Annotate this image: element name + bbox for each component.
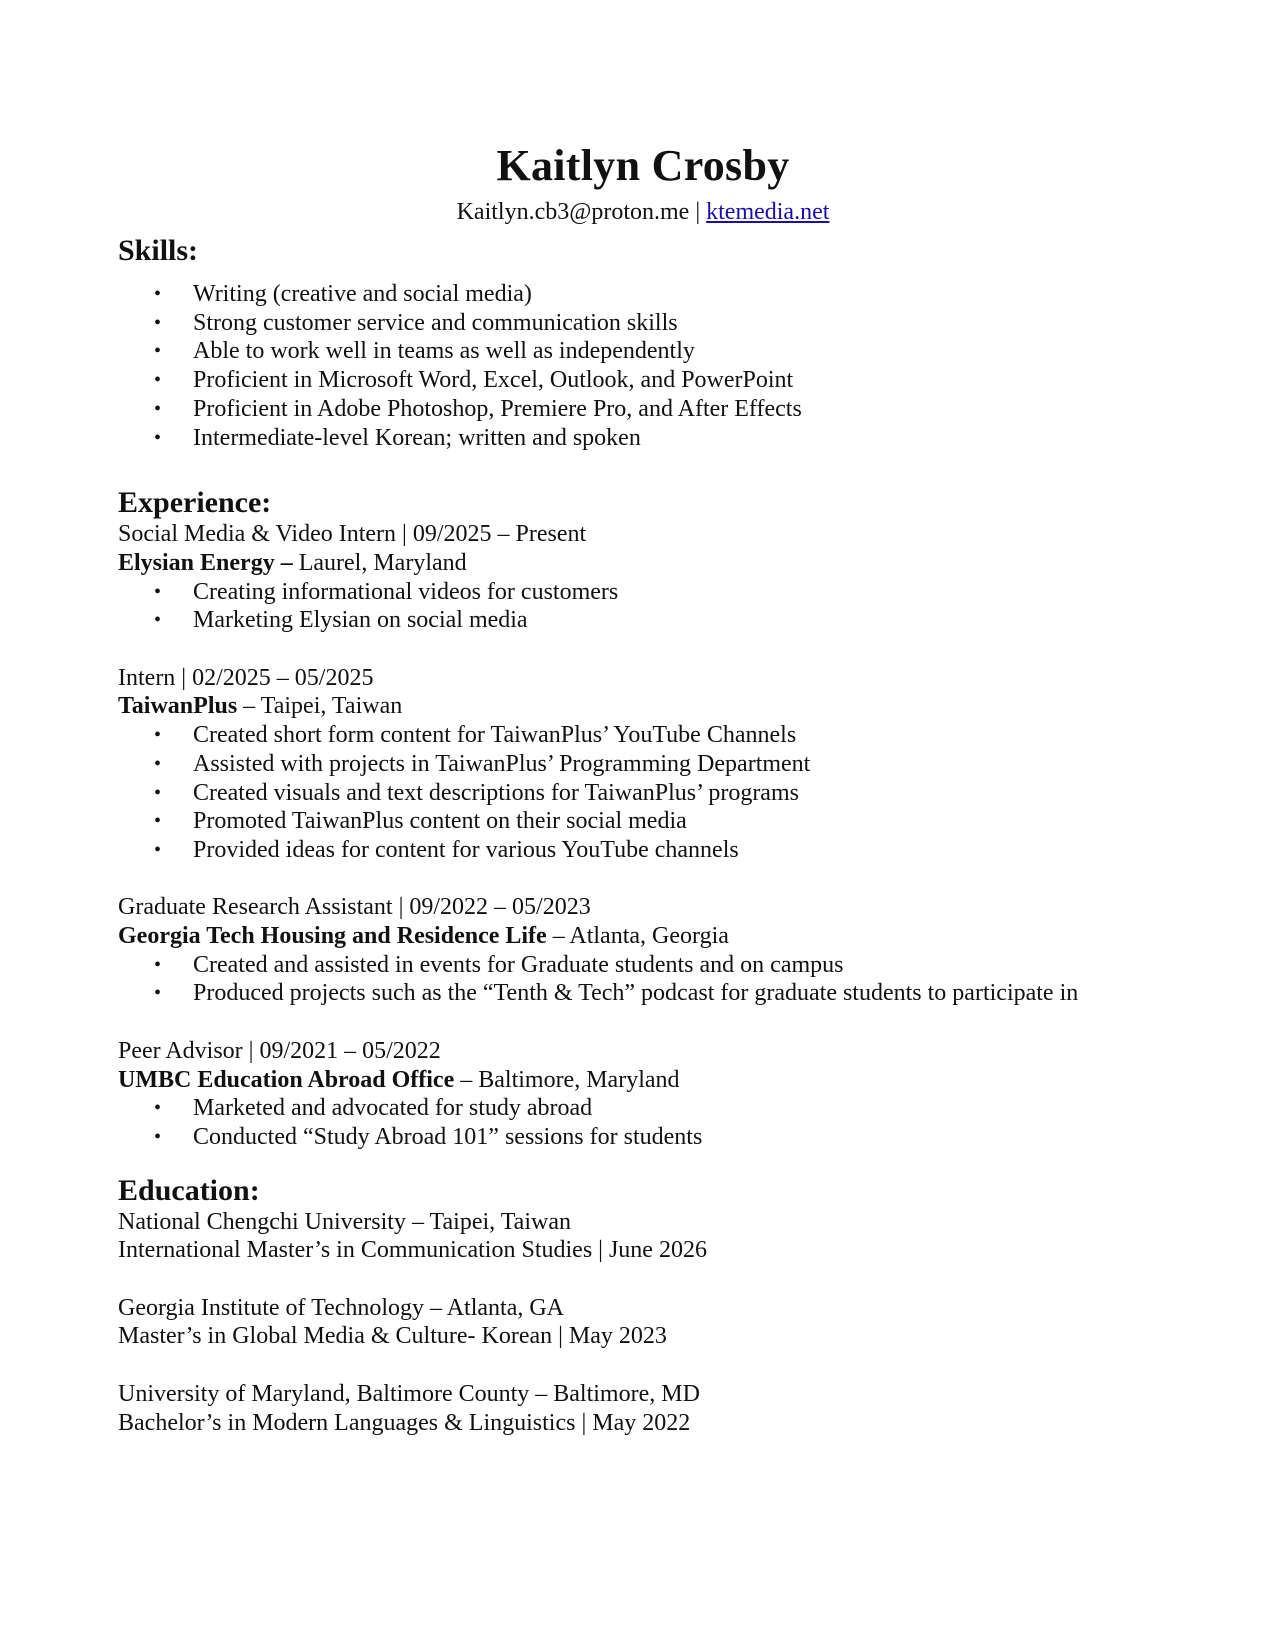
job-bullet: • Created short form content for TaiwanPlus’ YouTube Channels — [154, 722, 797, 749]
bullet-icon: • — [154, 982, 162, 1005]
experience-entry — [118, 893, 1168, 1008]
school-line: National Chengchi University – Taipei, Taiwan — [118, 1208, 571, 1235]
job-role-line: Peer Advisor | 09/2021 – 05/2022 — [118, 1037, 441, 1064]
skills-heading: Skills: — [118, 234, 199, 267]
experience-entry — [118, 664, 1168, 865]
job-location: Laurel, Maryland — [292, 549, 467, 576]
bullet-icon: • — [154, 810, 162, 833]
job-location: – Atlanta, Georgia — [546, 923, 729, 950]
job-org-line — [118, 549, 1168, 578]
contact-line — [118, 198, 1168, 226]
job-bullet: • Promoted TaiwanPlus content on their social media — [154, 808, 687, 835]
job-bullet: • Created visuals and text descriptions for TaiwanPlus’ programs — [154, 779, 799, 806]
job-org-line — [118, 1066, 1168, 1095]
experience-entry — [118, 1037, 1168, 1152]
skill-item: • Proficient in Microsoft Word, Excel, Outlook, and PowerPoint — [154, 367, 794, 394]
bullet-icon: • — [154, 580, 162, 603]
resume-page — [118, 140, 1168, 1437]
bullet-icon: • — [154, 311, 162, 334]
degree-line: Bachelor’s in Modern Languages & Linguistics | May 2022 — [118, 1409, 691, 1436]
resume-name: Kaitlyn Crosby — [496, 141, 790, 190]
contact-separator: | — [689, 199, 707, 225]
bullet-icon: • — [154, 426, 162, 449]
job-org: Elysian Energy – — [118, 549, 293, 576]
education-entry — [118, 1380, 1168, 1437]
bullet-icon: • — [154, 340, 162, 363]
education-heading: Education: — [118, 1173, 260, 1207]
job-bullet: • Assisted with projects in TaiwanPlus’ Programming Department — [154, 750, 811, 777]
education-entry — [118, 1294, 1168, 1351]
school-line: University of Maryland, Baltimore County – Baltimore, MD — [118, 1380, 700, 1407]
bullet-icon: • — [154, 609, 162, 632]
job-bullet: • Created and assisted in events for Graduate students and on campus — [154, 951, 844, 978]
job-bullets — [118, 721, 1168, 865]
job-bullet: • Provided ideas for content for various YouTube channels — [154, 836, 739, 863]
job-role-line: Social Media & Video Intern | 09/2025 – Present — [118, 521, 587, 548]
experience-entry — [118, 520, 1168, 635]
website-link[interactable]: ktemedia.net — [706, 199, 830, 225]
job-bullets — [118, 1094, 1168, 1151]
bullet-icon: • — [154, 1125, 162, 1148]
skill-item: • Writing (creative and social media) — [154, 281, 532, 307]
experience-heading: Experience: — [118, 486, 272, 520]
job-org: Georgia Tech Housing and Residence Life — [118, 923, 547, 950]
skill-item: • Able to work well in teams as well as independently — [154, 338, 695, 365]
job-org-line — [118, 692, 1168, 721]
bullet-icon: • — [154, 838, 162, 861]
skill-item: • Intermediate-level Korean; written and spoken — [154, 424, 641, 451]
bullet-icon: • — [154, 283, 162, 305]
bullet-icon: • — [154, 953, 162, 976]
job-location: – Baltimore, Maryland — [454, 1066, 680, 1093]
job-bullet: • Marketing Elysian on social media — [154, 607, 528, 634]
job-bullet: • Marketed and advocated for study abroad — [154, 1095, 593, 1122]
school-line: Georgia Institute of Technology – Atlanta, GA — [118, 1294, 565, 1321]
email-text: Kaitlyn.cb3@proton.me — [456, 199, 690, 225]
job-org-line — [118, 922, 1168, 951]
job-role-line: Intern | 02/2025 – 05/2025 — [118, 664, 374, 691]
job-org: TaiwanPlus — [118, 693, 238, 720]
skill-item: • Strong customer service and communication skills — [154, 309, 678, 336]
education-entry — [118, 1208, 1168, 1265]
bullet-icon: • — [154, 781, 162, 804]
skills-list — [118, 280, 1168, 452]
job-bullet: • Conducted “Study Abroad 101” sessions for students — [154, 1123, 703, 1150]
bullet-icon: • — [154, 752, 162, 775]
job-bullet: • Produced projects such as the “Tenth & Tech” podcast for graduate students to participate in — [154, 980, 1079, 1007]
degree-line: Master’s in Global Media & Culture- Korean | May 2023 — [118, 1323, 667, 1350]
skill-item: • Proficient in Adobe Photoshop, Premiere Pro, and After Effects — [154, 395, 802, 422]
job-bullets — [118, 951, 1168, 1008]
job-location: – Taipei, Taiwan — [237, 693, 403, 720]
job-bullets — [118, 578, 1168, 635]
degree-line: International Master’s in Communication Studies | June 2026 — [118, 1237, 707, 1264]
bullet-icon: • — [154, 1097, 162, 1120]
job-bullet: • Creating informational videos for customers — [154, 578, 619, 605]
bullet-icon: • — [154, 397, 162, 420]
bullet-icon: • — [154, 724, 162, 747]
bullet-icon: • — [154, 369, 162, 392]
job-role-line: Graduate Research Assistant | 09/2022 – 05/2023 — [118, 894, 591, 921]
job-org: UMBC Education Abroad Office — [118, 1066, 455, 1093]
